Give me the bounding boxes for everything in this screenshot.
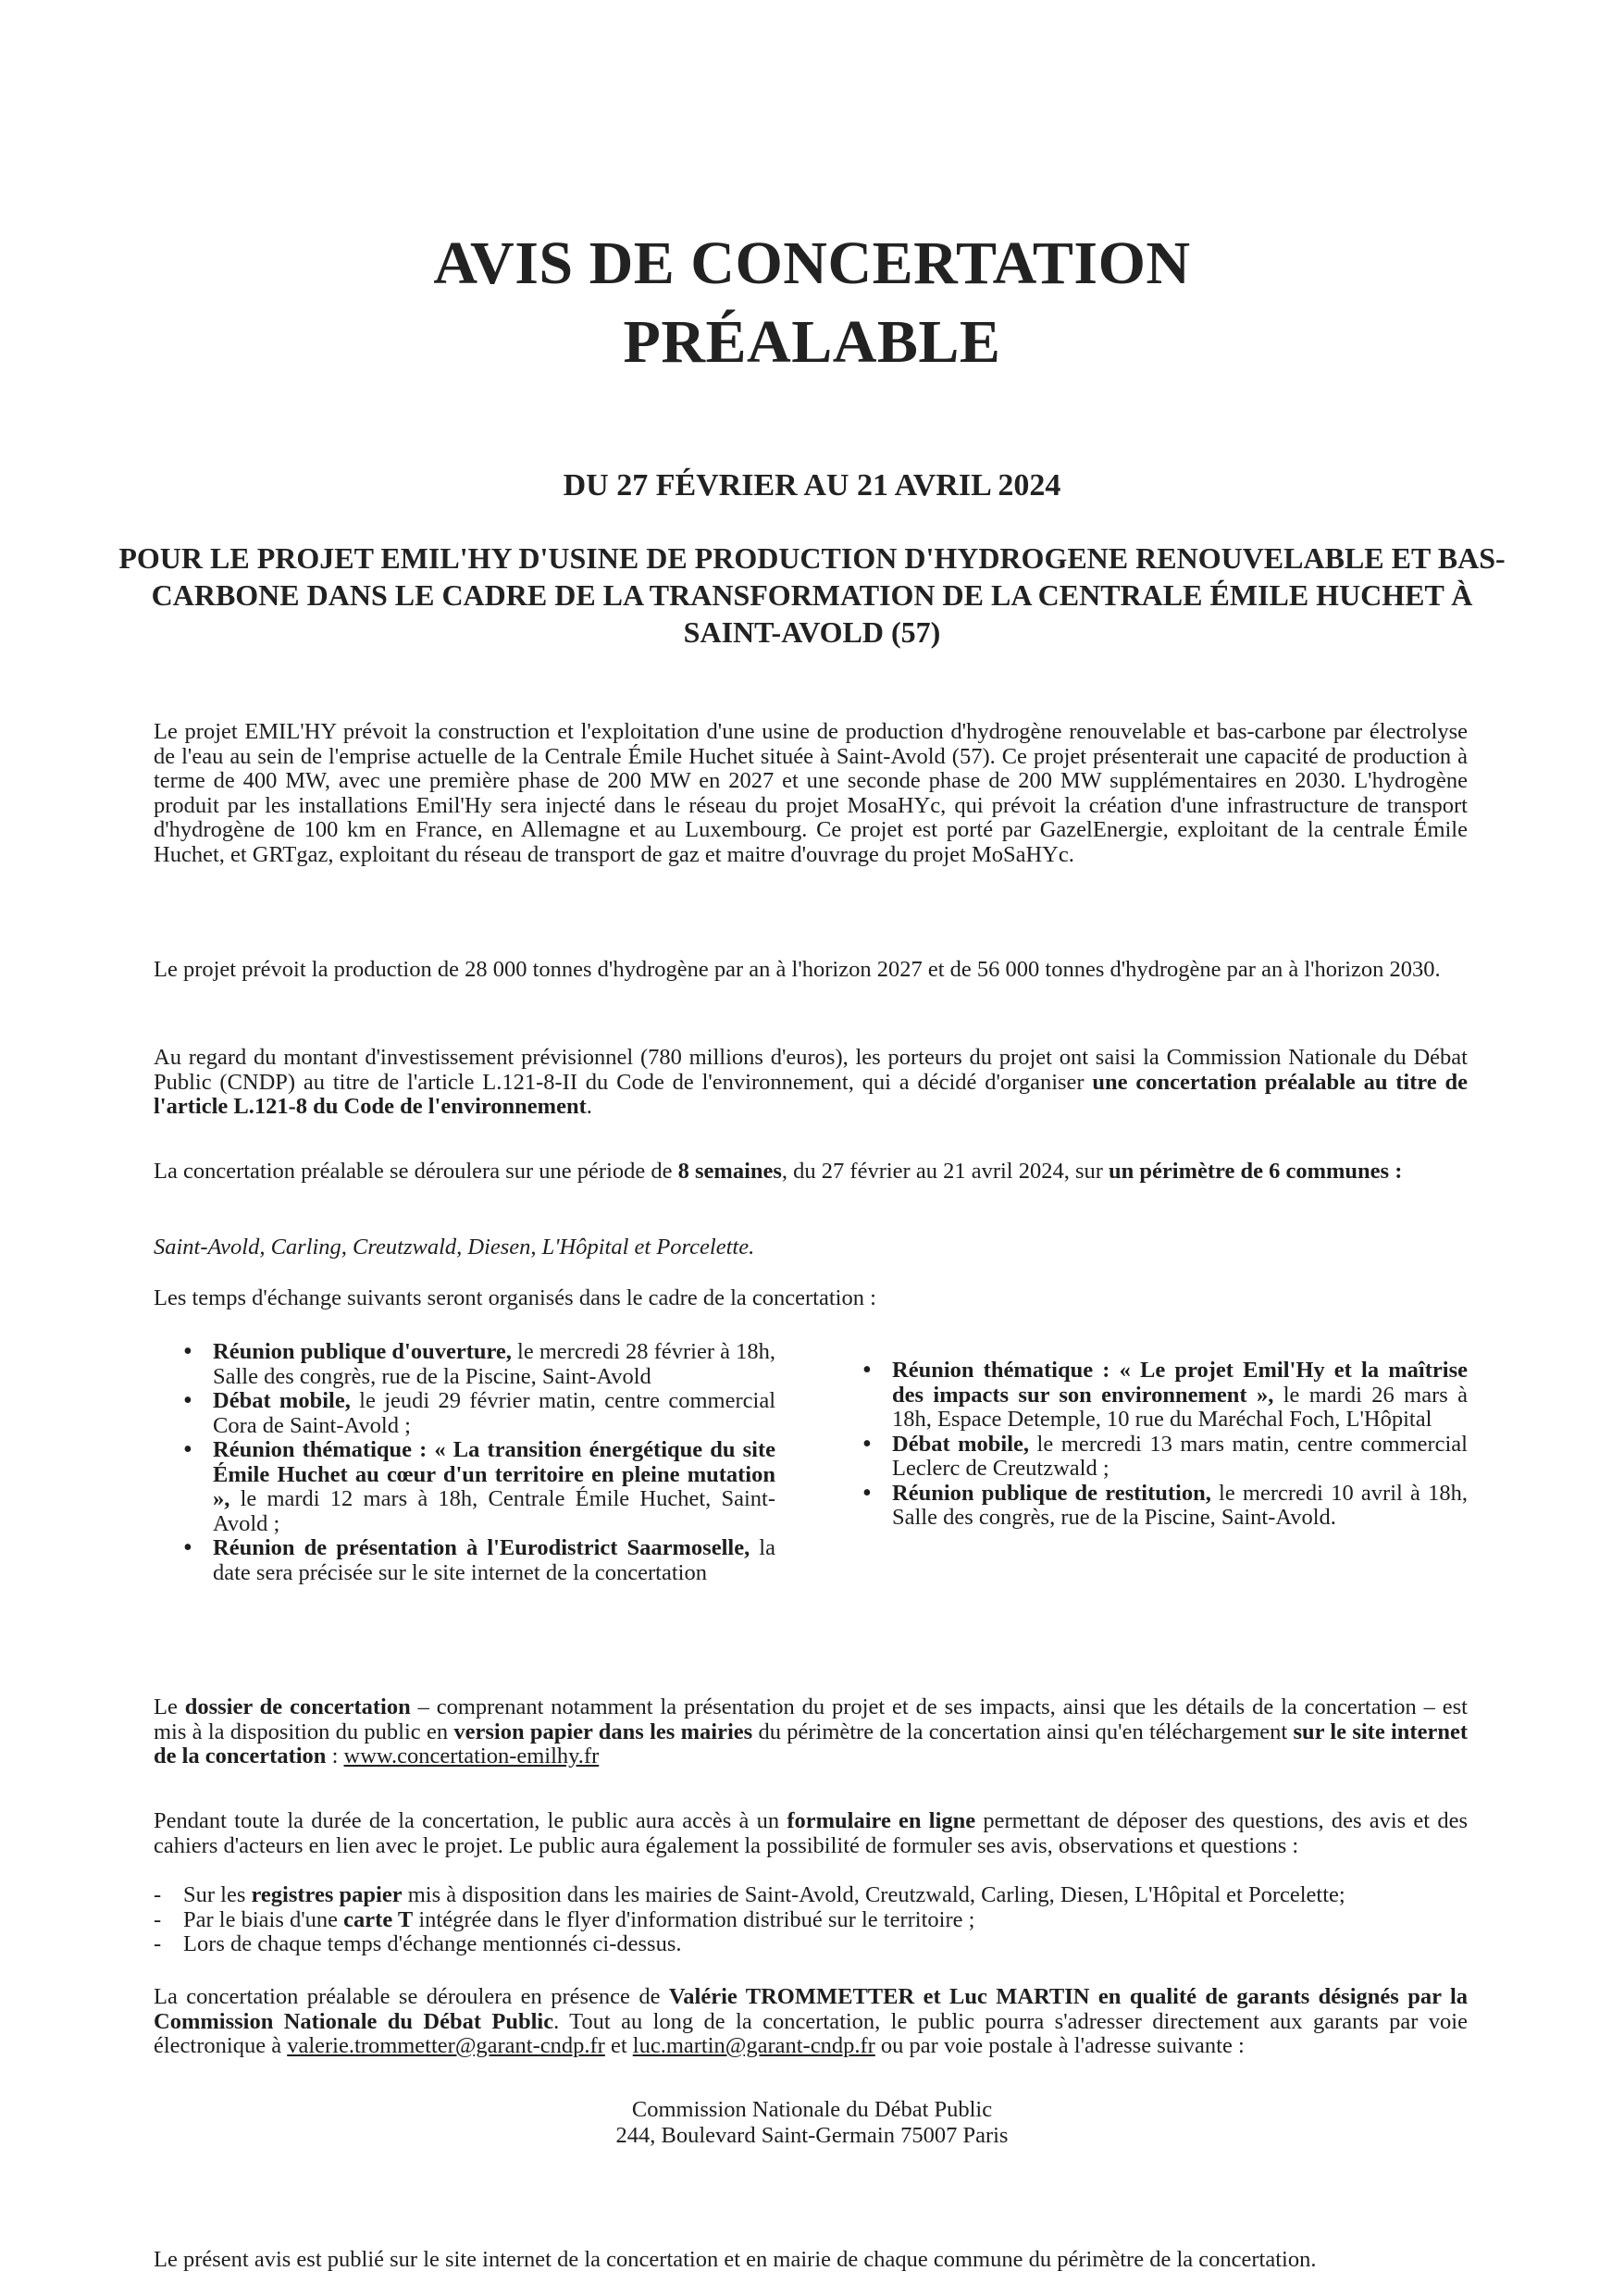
bold-segment: carte T: [343, 1906, 414, 1932]
paragraph-production: Le projet prévoit la production de 28 000 tonnes d'hydrogène par an à l'horizon 2027 et de 56 000 tonnes d'hydrogène par an à l'horizon 2030.: [154, 957, 1441, 982]
text-segment: . Tout au long de la concertation, le public pourra s'adresser directement aux garants par voie électronique à: [154, 2008, 1468, 2058]
event-details: le mercredi 13 mars matin, centre commercial Leclerc de Creutzwald ;: [892, 1431, 1468, 1481]
notice-title-line1: AVIS DE CONCERTATION: [433, 230, 1191, 297]
paragraph-period: [154, 1160, 1468, 1185]
bold-segment: registres papier: [251, 1882, 403, 1907]
concertation-dates: DU 27 FÉVRIER AU 21 AVRIL 2024: [563, 468, 1061, 503]
text-segment: .: [586, 1094, 592, 1119]
list-item: [862, 1482, 1468, 1531]
footer-note: Le présent avis est publié sur le site internet de la concertation et en mairie de chaque commune du périmètre de la concertation.: [154, 2247, 1317, 2272]
event-details: le mercredi 10 avril à 18h, Salle des congrès, rue de la Piscine, Saint-Avold.: [892, 1480, 1468, 1530]
text-segment: Au regard du montant d'investissement prévisionnel (780 millions d'euros), les porteurs du projet ont saisi la Commission Nationale du Débat Public (CNDP) au titre de l'article L.121-8-II du Code de l'environnement, qui a décidé d'organiser: [154, 1045, 1468, 1095]
event-details: le mardi 12 mars à 18h, Centrale Émile Huchet, Saint-Avold ;: [213, 1486, 775, 1536]
bold-segment: un périmètre de 6 communes :: [1109, 1159, 1403, 1184]
text-segment: La concertation préalable se déroulera sur une période de: [154, 1159, 678, 1184]
bold-segment: dossier de concertation: [184, 1694, 411, 1719]
text-segment: La concertation préalable se déroulera en présence de: [154, 1984, 669, 2009]
event-title: Réunion publique d'ouverture,: [213, 1339, 512, 1364]
event-title: Réunion thématique : « La transition énergétique du site Émile Huchet au cœur d'un territoire en pleine mutation »,: [213, 1437, 775, 1511]
notice-title-line2: PRÉALABLE: [623, 308, 1001, 376]
event-details: la date sera précisée sur le site internet de la concertation: [213, 1535, 775, 1585]
text-segment: , du 27 février au 21 avril 2024, sur: [781, 1159, 1110, 1184]
text-segment: Le: [154, 1694, 185, 1719]
list-item: [183, 1536, 775, 1585]
list-item: [183, 1340, 775, 1389]
text-segment: Lors de chaque temps d'échange mentionnés ci-dessus.: [183, 1931, 682, 1956]
bold-segment: sur le site internet de la concertation: [154, 1719, 1468, 1769]
bold-segment: Valérie TROMMETTER et Luc MARTIN en qualité de garants désignés par la Commission Nationale du Débat Public: [154, 1984, 1468, 2034]
paragraph-project-description: Le projet EMIL'HY prévoit la construction et l'exploitation d'une usine de production d'hydrogène renouvelable et bas-carbone par électrolyse de l'eau au sein de l'emprise actuelle de la Centrale Émile Huchet située à Saint-Avold (57). Ce projet présenterait une capacité de production à terme de 400 MW, avec une première phase de 200 MW en 2027 et une seconde phase de 200 MW supplémentaires en 2030. L'hydrogène produit par les installations Emil'Hy sera injecté dans le réseau du projet MosaHYc, qui prévoit la création d'une infrastructure de transport d'hydrogène de 100 km en France, en Allemagne et au Luxembourg. Ce projet est porté par GazelEnergie, exploitant de la centrale Émile Huchet, et GRTgaz, exploitant du réseau de transport de gaz et maitre d'ouvrage du projet MoSaHYc.: [154, 719, 1468, 867]
list-item: [154, 1883, 1468, 1908]
channels-list: [154, 1883, 1468, 1957]
list-item: [154, 1932, 1468, 1957]
bold-segment: 8 semaines: [677, 1159, 782, 1184]
list-item: [862, 1359, 1468, 1433]
address-line1: Commission Nationale du Débat Public: [631, 2097, 993, 2122]
paragraph-communes: Saint-Avold, Carling, Creutzwald, Diesen, L'Hôpital et Porcelette.: [154, 1235, 755, 1260]
text-segment: ou par voie postale à l'adresse suivante :: [874, 2033, 1245, 2058]
event-title: Débat mobile,: [892, 1431, 1030, 1457]
email-link-martin[interactable]: luc.martin@garant-cndp.fr: [632, 2033, 875, 2058]
list-item: [154, 1908, 1468, 1933]
text-segment: intégrée dans le flyer d'information distribué sur le territoire ;: [413, 1906, 975, 1932]
bold-segment: formulaire en ligne: [787, 1808, 976, 1833]
address-line2: 244, Boulevard Saint-Germain 75007 Paris: [615, 2123, 1009, 2148]
text-segment: mis à disposition dans les mairies de Saint-Avold, Creutzwald, Carling, Diesen, L'Hôpital et Porcelette;: [402, 1882, 1345, 1907]
paragraph-guarantors: [154, 1985, 1468, 2059]
text-segment: et: [604, 2033, 633, 2058]
events-list-left: [183, 1340, 775, 1585]
email-link-trommetter[interactable]: valerie.trommetter@garant-cndp.fr: [287, 2033, 605, 2058]
text-segment: Pendant toute la durée de la concertation, le public aura accès à un: [154, 1808, 787, 1833]
event-title: Réunion de présentation à l'Eurodistrict Saarmoselle,: [213, 1535, 750, 1560]
paragraph-cndp: [154, 1046, 1468, 1120]
list-item: [862, 1433, 1468, 1482]
event-details: le mercredi 28 février à 18h, Salle des congrès, rue de la Piscine, Saint-Avold: [213, 1339, 775, 1389]
bold-segment: une concertation préalable au titre de l'article L.121-8 du Code de l'environnement: [154, 1069, 1468, 1119]
bold-segment: version papier dans les mairies: [453, 1719, 753, 1744]
text-segment: Par le biais d'une: [183, 1906, 344, 1932]
concertation-website-link[interactable]: www.concertation-emilhy.fr: [343, 1744, 600, 1769]
text-segment: :: [326, 1744, 344, 1769]
event-title: Réunion publique de restitution,: [892, 1480, 1211, 1506]
event-details: le mardi 26 mars à 18h, Espace Detemple, 10 rue du Maréchal Foch, L'Hôpital: [892, 1382, 1468, 1432]
paragraph-events-intro: Les temps d'échange suivants seront organisés dans le cadre de la concertation :: [154, 1285, 876, 1310]
text-segment: du périmètre de la concertation ainsi qu'en téléchargement: [752, 1719, 1294, 1744]
event-details: le jeudi 29 février matin, centre commercial Cora de Saint-Avold ;: [213, 1388, 776, 1438]
paragraph-online-form: [154, 1809, 1468, 1858]
events-list-right: [862, 1359, 1468, 1531]
event-title: Réunion thématique : « Le projet Emil'Hy et la maîtrise des impacts sur son environnement »,: [892, 1358, 1468, 1408]
text-segment: – comprenant notamment la présentation du projet et de ses impacts, ainsi que les détails de la concertation – est mis à la disposition du public en: [154, 1694, 1468, 1744]
event-title: Débat mobile,: [213, 1388, 351, 1413]
text-segment: Sur les: [183, 1882, 252, 1907]
paragraph-dossier: [154, 1695, 1468, 1769]
list-item: [183, 1389, 775, 1438]
project-heading: POUR LE PROJET EMIL'HY D'USINE DE PRODUCTION D'HYDROGENE RENOUVELABLE ET BAS- CARBONE DANS LE CADRE DE LA TRANSFORMATION DE LA CENTRALE ÉMILE HUCHET À SAINT-AVOLD (57): [118, 541, 1506, 649]
text-segment: permettant de déposer des questions, des avis et des cahiers d'acteurs en lien avec le projet. Le public aura également la possibilité de formuler ses avis, observations et questions :: [154, 1808, 1468, 1858]
list-item: [183, 1438, 775, 1536]
